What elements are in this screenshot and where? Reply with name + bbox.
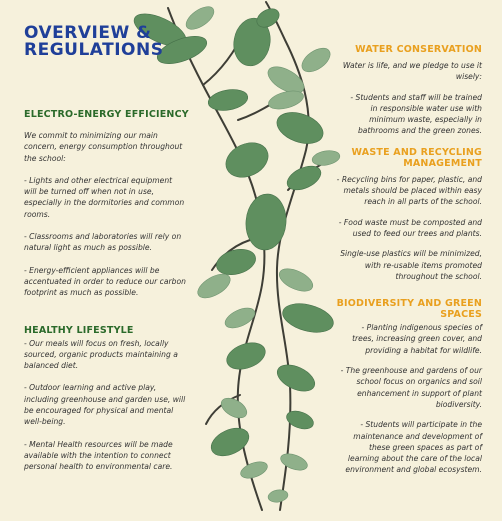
electro-energy-item: - Classrooms and laboratories will rely on natural light as much as possible.: [24, 232, 182, 253]
waste-recycling-item: Single-use plastics will be minimized, with re-usable items promoted throughout the school.: [340, 249, 482, 281]
electro-energy-heading: ELECTRO-ENERGY EFFICIENCY: [24, 109, 189, 120]
healthy-lifestyle-item: - Mental Health resources will be made available with the intention to connect personal health to environmental care.: [24, 439, 173, 472]
left-column: [24, 25, 224, 473]
biodiversity-item: - Students will participate in the maintenance and development of these green spaces as part of learning about the care of the local environment and global ecosystem.: [345, 420, 482, 475]
waste-recycling-item: - Recycling bins for paper, plastic, and metals should be placed within easy reach in all parts of the school.: [336, 174, 482, 207]
right-column: [300, 44, 482, 476]
electro-energy-item: - Energy-efficient appliances will be accentuated in order to reduce our carbon footprint as much as possible.: [24, 265, 186, 298]
biodiversity-heading: BIODIVERSITY AND GREEN SPACES: [336, 298, 482, 321]
healthy-lifestyle-item: - Our meals will focus on fresh, locally sourced, organic products maintaining a balanced diet.: [24, 338, 178, 371]
water-conservation-intro: Water is life, and we pledge to use it wisely:: [342, 61, 482, 82]
electro-energy-item: - Lights and other electrical equipment will be turned off when not in use, especially in the dormitories and common rooms.: [24, 175, 185, 219]
biodiversity-item: - Planting indigenous species of trees, increasing green cover, and providing a habitat for wildlife.: [352, 323, 482, 355]
waste-recycling-heading: WASTE AND RECYCLING MANAGEMENT: [351, 146, 482, 169]
electro-energy-intro: We commit to minimizing our main concern, energy consumption throughout the school:: [24, 131, 183, 163]
healthy-lifestyle-item: - Outdoor learning and active play, including greenhouse and garden use, will be encouraged for physical and mental well-being.: [24, 383, 186, 427]
waste-recycling-item: - Food waste must be composted and used to feed our trees and plants.: [338, 217, 482, 238]
water-conservation-heading: WATER CONSERVATION: [355, 44, 482, 55]
water-conservation-item: - Students and staff will be trained in responsible water use with minimum waste, especially in bathrooms and the green zones.: [350, 92, 482, 136]
biodiversity-item: - The greenhouse and gardens of our school focus on organics and soil enhancement in support of plant biodiversity.: [340, 366, 482, 409]
healthy-lifestyle-heading: HEALTHY LIFESTYLE: [24, 324, 134, 336]
page-title: OVERVIEW & REGULATIONS: [24, 23, 164, 60]
